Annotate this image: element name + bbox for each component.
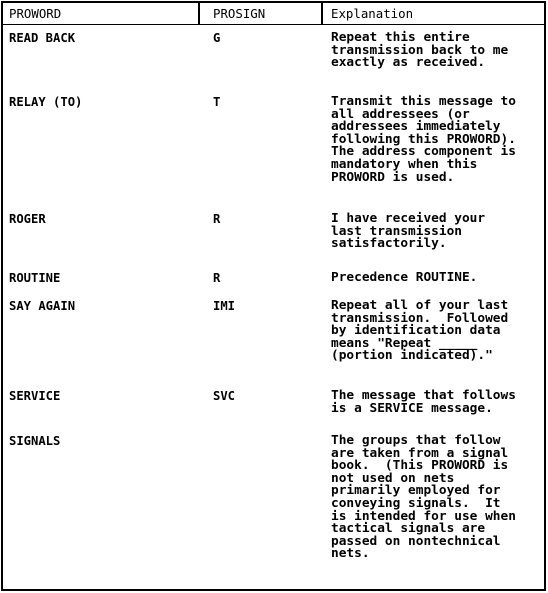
header-prosign: PROSIGN xyxy=(213,6,266,21)
prosign-cell: IMI xyxy=(213,299,236,313)
header-explanation: Explanation xyxy=(331,6,414,21)
header-proword: PROWORD xyxy=(9,6,62,21)
prosign-cell: SVC xyxy=(213,389,236,403)
header-divider xyxy=(198,3,200,24)
proword-cell: RELAY (TO) xyxy=(9,95,83,109)
proword-cell: SIGNALS xyxy=(9,434,61,448)
explanation-cell: I have received your last transmission satisfactorily. xyxy=(331,211,486,252)
prosign-cell: G xyxy=(213,31,221,45)
prosign-cell: R xyxy=(213,212,221,226)
prosign-cell: R xyxy=(213,271,221,285)
explanation-cell: Transmit this message to all addressees (or addressees immediately following this PROWORD). The address component is mandatory when this PROWORD is used. xyxy=(331,94,516,185)
proword-cell: SERVICE xyxy=(9,389,61,403)
proword-cell: SAY AGAIN xyxy=(9,299,76,313)
proword-cell: ROUTINE xyxy=(9,271,61,285)
prosign-cell: T xyxy=(213,95,221,109)
explanation-cell: The groups that follow are taken from a signal book. (This PROWORD is not used on nets primarily employed for conveying signals. It is intended for use when tactical signals are passed on nontechnical nets. xyxy=(331,433,516,562)
proword-cell: ROGER xyxy=(9,212,46,226)
explanation-cell: Repeat this entire transmission back to me exactly as received. xyxy=(331,30,509,71)
header-divider xyxy=(321,3,323,24)
explanation-cell: Precedence ROUTINE. xyxy=(331,270,478,285)
explanation-cell: Repeat all of your last transmission. Followed by identification data means "Repeat _____ (portion indicated)." xyxy=(331,298,509,364)
table-header xyxy=(3,3,544,25)
proword-cell: READ BACK xyxy=(9,31,76,45)
proword-table xyxy=(1,1,546,591)
explanation-cell: The message that follows is a SERVICE message. xyxy=(331,388,516,416)
